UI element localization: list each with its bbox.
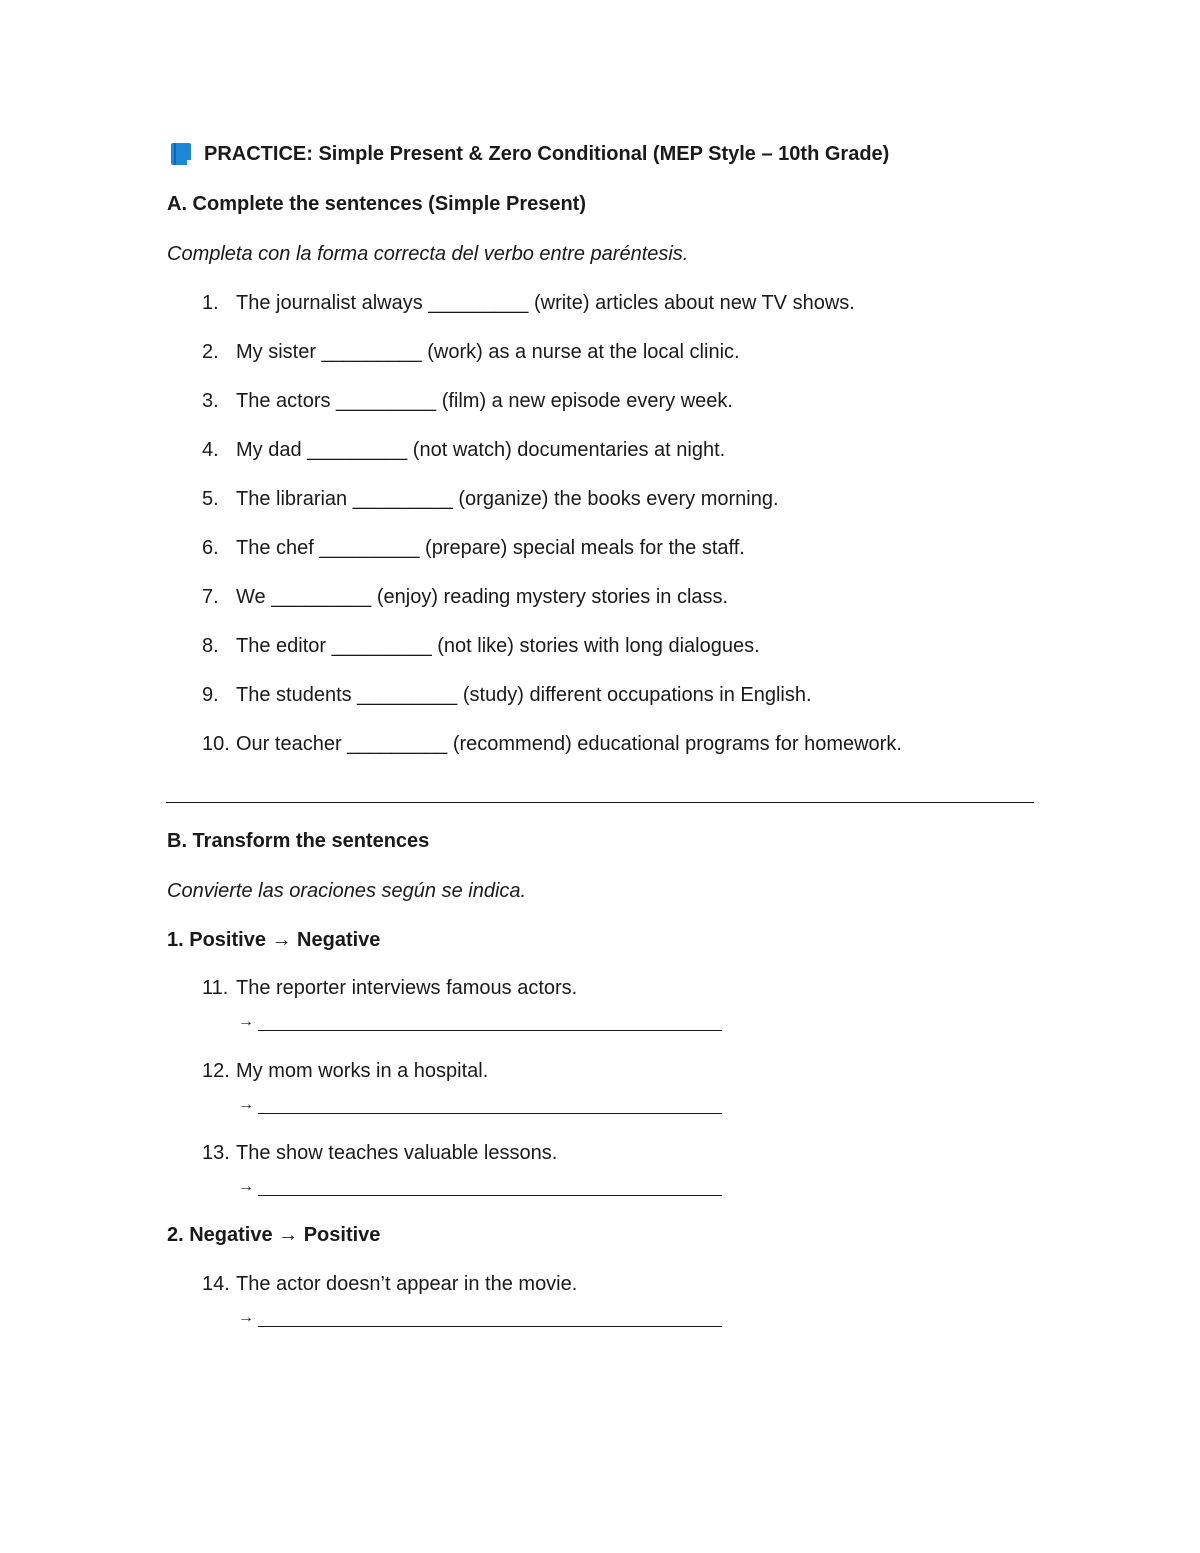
item-text: The students _________ (study) different occupations in English. xyxy=(236,684,812,706)
item-text: The journalist always _________ (write) articles about new TV shows. xyxy=(236,292,855,314)
list-item xyxy=(202,341,740,364)
item-number: 9. xyxy=(202,684,219,706)
item-number: 4. xyxy=(202,439,219,461)
title-text: PRACTICE: Simple Present & Zero Conditional (MEP Style – 10th Grade) xyxy=(204,142,890,165)
list-item xyxy=(202,684,812,707)
arrow-right-icon: → xyxy=(238,1178,254,1195)
section-b-heading: B. Transform the sentences xyxy=(167,830,430,852)
list-item xyxy=(202,635,760,658)
arrow-right-icon: → xyxy=(238,1013,254,1030)
item-number: 7. xyxy=(202,586,219,608)
item-text: My sister _________ (work) as a nurse at the local clinic. xyxy=(236,341,740,363)
section-b-instruction: Convierte las oraciones según se indica. xyxy=(167,880,527,902)
item-number: 8. xyxy=(202,635,219,657)
item-number: 10. xyxy=(202,733,230,755)
answer-line[interactable] xyxy=(238,1012,722,1031)
list-item xyxy=(202,586,728,609)
item-number: 5. xyxy=(202,488,219,510)
item-number: 13. xyxy=(202,1142,230,1164)
item-number: 12. xyxy=(202,1060,230,1082)
item-number: 1. xyxy=(202,292,219,314)
list-item xyxy=(202,488,779,511)
item-text: The chef _________ (prepare) special meals for the staff. xyxy=(236,537,745,559)
answer-blank[interactable] xyxy=(258,1012,722,1031)
answer-line[interactable] xyxy=(238,1308,722,1327)
list-item xyxy=(202,439,725,462)
section-a-instruction: Completa con la forma correcta del verbo entre paréntesis. xyxy=(167,243,689,265)
subsection-negative-positive-heading: 2. Negative → Positive xyxy=(167,1224,381,1246)
list-item xyxy=(202,1142,557,1165)
item-text: Our teacher _________ (recommend) educational programs for homework. xyxy=(236,733,902,755)
list-item xyxy=(202,390,733,413)
list-item xyxy=(202,977,577,1000)
subsection-positive-negative-heading: 1. Positive → Negative xyxy=(167,929,381,951)
list-item xyxy=(202,1060,488,1083)
answer-blank[interactable] xyxy=(258,1095,722,1114)
item-text: The reporter interviews famous actors. xyxy=(236,977,578,999)
item-number: 6. xyxy=(202,537,219,559)
item-number: 2. xyxy=(202,341,219,363)
answer-blank[interactable] xyxy=(258,1177,722,1196)
item-number: 11. xyxy=(202,977,229,999)
section-divider xyxy=(166,802,1034,803)
list-item xyxy=(202,1273,577,1296)
item-number: 3. xyxy=(202,390,219,412)
arrow-right-icon: → xyxy=(238,1096,254,1113)
item-number: 14. xyxy=(202,1273,230,1295)
blue-book-icon xyxy=(170,142,192,166)
item-text: The librarian _________ (organize) the books every morning. xyxy=(236,488,779,510)
section-a-heading: A. Complete the sentences (Simple Present) xyxy=(167,193,587,215)
item-text: The editor _________ (not like) stories with long dialogues. xyxy=(236,635,760,657)
answer-blank[interactable] xyxy=(258,1308,722,1327)
answer-line[interactable] xyxy=(238,1177,722,1196)
list-item xyxy=(202,537,745,560)
page-title xyxy=(170,142,889,166)
item-text: We _________ (enjoy) reading mystery stories in class. xyxy=(236,586,729,608)
item-text: The actors _________ (film) a new episode every week. xyxy=(236,390,733,412)
item-text: My mom works in a hospital. xyxy=(236,1060,489,1082)
list-item xyxy=(202,292,855,315)
list-item xyxy=(202,733,902,756)
answer-line[interactable] xyxy=(238,1095,722,1114)
item-text: The actor doesn’t appear in the movie. xyxy=(236,1273,578,1295)
item-text: The show teaches valuable lessons. xyxy=(236,1142,558,1164)
item-text: My dad _________ (not watch) documentaries at night. xyxy=(236,439,726,461)
arrow-right-icon: → xyxy=(238,1309,254,1326)
